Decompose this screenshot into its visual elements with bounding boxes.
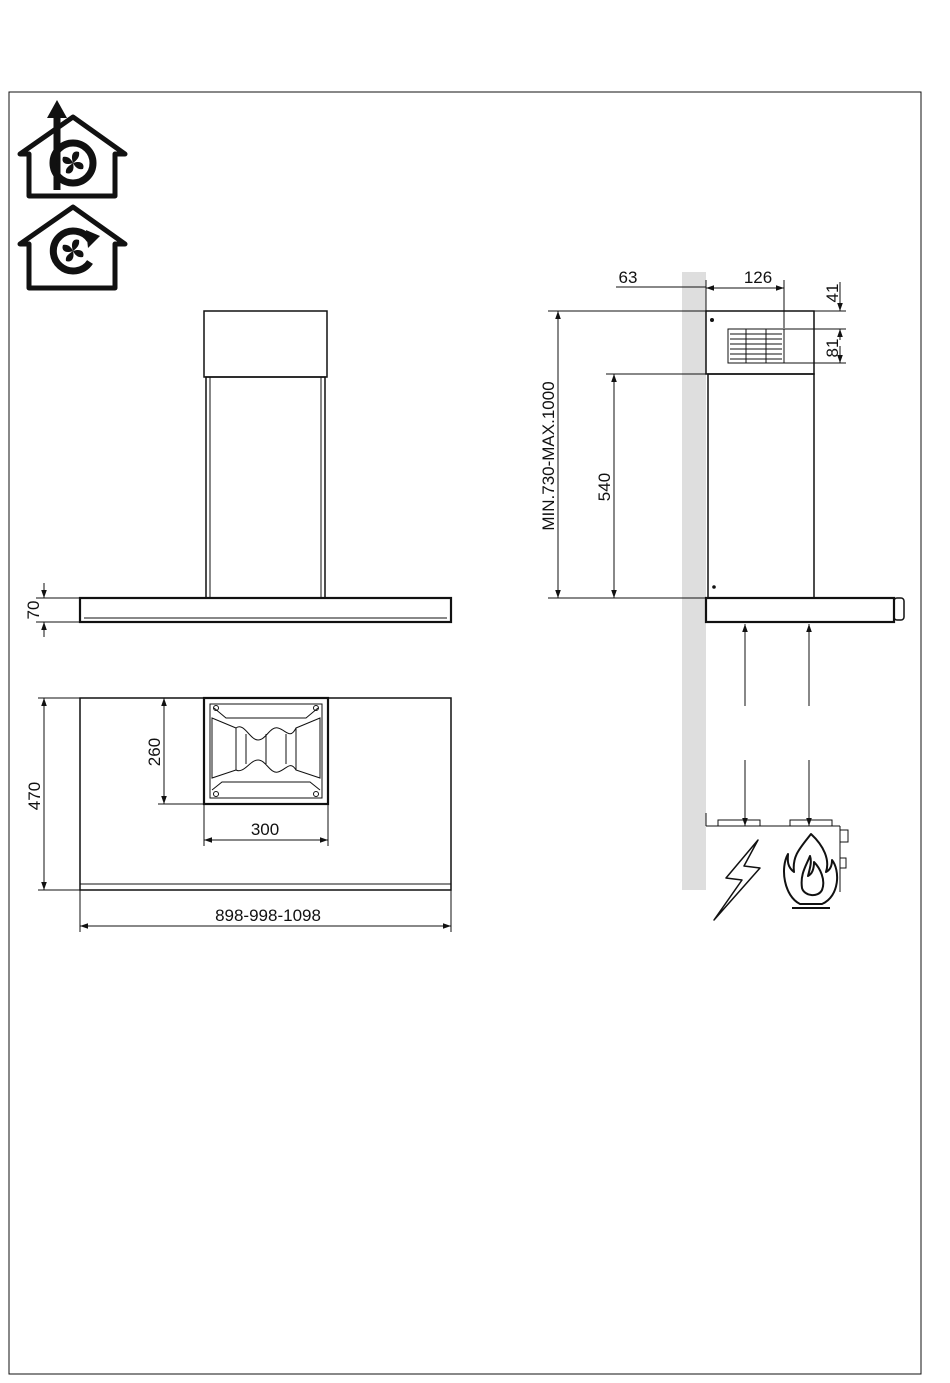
wall-gap-label: 63 <box>618 268 638 287</box>
filter-plan <box>212 706 320 797</box>
height-range-label: MIN.730-MAX.1000 <box>539 381 558 531</box>
front-view <box>24 311 451 637</box>
outlet-height-label: 81 <box>823 338 842 358</box>
wall <box>682 272 706 890</box>
canopy-height-label: 70 <box>24 600 43 620</box>
outlet-width-label: 126 <box>743 268 773 287</box>
side-upper-chimney <box>706 311 814 374</box>
gas-hob-icon <box>784 834 837 908</box>
width-label: 898-998-1098 <box>215 906 321 925</box>
depth-label: 470 <box>25 781 44 811</box>
side-lower-chimney <box>708 374 814 598</box>
outlet-top-label: 41 <box>823 283 842 303</box>
canopy-plan <box>80 698 451 890</box>
chimney-width-label: 300 <box>250 820 280 839</box>
ducted-extraction-icon <box>20 100 125 196</box>
canopy-side <box>706 598 894 622</box>
outlet-grille <box>728 329 784 363</box>
chimney-depth-label: 260 <box>145 737 164 767</box>
side-view <box>539 268 904 920</box>
lower-chimney-label: 540 <box>595 472 614 502</box>
plan-view <box>25 698 451 932</box>
recirculation-icon <box>20 207 125 288</box>
upper-chimney <box>204 311 327 377</box>
electric-hob-icon <box>714 840 760 920</box>
lower-chimney <box>206 377 325 598</box>
hob <box>706 813 848 892</box>
